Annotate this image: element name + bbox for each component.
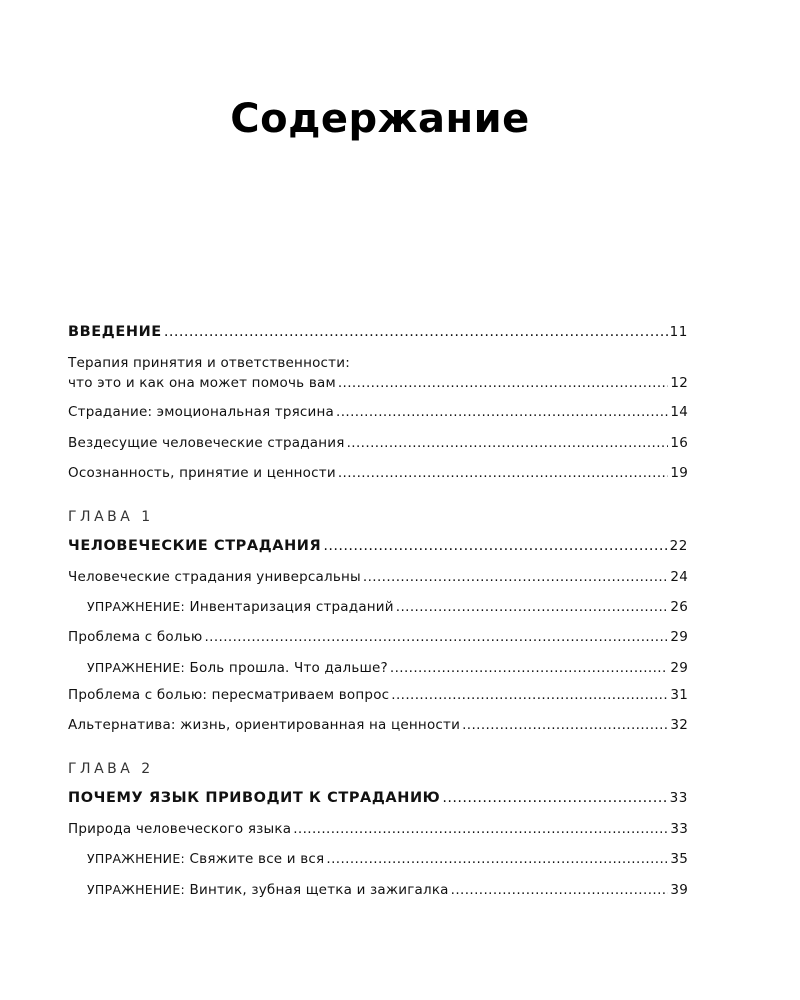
dot-leader: [442, 788, 667, 808]
page-number: 22: [669, 538, 688, 554]
page-number: 31: [670, 687, 688, 703]
dot-leader: [338, 373, 669, 393]
toc-heading-intro[interactable]: [68, 322, 688, 342]
exercise-prefix: УПРАЖНЕНИЕ:: [87, 599, 186, 614]
page-number: 33: [669, 790, 688, 806]
exercise-prefix: УПРАЖНЕНИЕ:: [87, 660, 186, 675]
dot-leader: [204, 627, 668, 647]
toc-heading-chapter2[interactable]: [68, 788, 688, 808]
toc-heading-label: ЧЕЛОВЕЧЕСКИЕ СТРАДАНИЯ: [68, 538, 322, 554]
toc-entry[interactable]: [68, 819, 688, 839]
page-number: 29: [670, 629, 688, 645]
page-number: 32: [670, 717, 688, 733]
toc-entry-label: Осознанность, принятие и ценности: [68, 465, 336, 481]
page-number: 39: [670, 882, 688, 898]
toc-entry[interactable]: [68, 433, 688, 453]
toc-entry[interactable]: [68, 402, 688, 422]
dot-leader: [326, 849, 668, 869]
page-number: 35: [670, 851, 688, 867]
toc-entry[interactable]: [68, 567, 688, 587]
toc-exercise-entry[interactable]: [68, 658, 688, 678]
toc-entry[interactable]: [68, 463, 688, 483]
dot-leader: [323, 536, 667, 556]
toc-entry-label: Вездесущие человеческие страдания: [68, 435, 345, 451]
page-number: 11: [669, 324, 688, 340]
dot-leader: [363, 567, 669, 587]
dot-leader: [451, 880, 669, 900]
page-number: 14: [670, 404, 688, 420]
toc-exercise-entry[interactable]: [68, 880, 688, 900]
exercise-prefix: УПРАЖНЕНИЕ:: [87, 882, 186, 897]
toc-heading-label: ВВЕДЕНИЕ: [68, 324, 162, 340]
toc-entry[interactable]: [68, 353, 688, 393]
dot-leader: [347, 433, 669, 453]
toc-entry-label: Инвентаризация страданий: [189, 599, 394, 615]
dot-leader: [338, 463, 669, 483]
toc-entry-label: что это и как она может помочь вам: [68, 375, 336, 391]
toc-exercise-entry[interactable]: [68, 849, 688, 869]
toc-entry[interactable]: [68, 685, 688, 705]
chapter-label: ГЛАВА 1: [68, 509, 154, 525]
page-number: 29: [670, 660, 688, 676]
dot-leader: [391, 685, 668, 705]
page-number: 16: [670, 435, 688, 451]
toc-entry-label: Проблема с болью: пересматриваем вопрос: [68, 687, 390, 703]
toc-exercise-entry[interactable]: [68, 597, 688, 617]
toc-entry-label: Природа человеческого языка: [68, 821, 292, 837]
dot-leader: [293, 819, 668, 839]
toc-entry-label: Альтернатива: жизнь, ориентированная на ценности: [68, 717, 461, 733]
toc-entry[interactable]: [68, 715, 688, 735]
toc-entry-label: Проблема с болью: [68, 629, 203, 645]
page-number: 26: [670, 599, 688, 615]
toc-entry-label: Свяжите все и вся: [189, 851, 325, 867]
dot-leader: [390, 658, 669, 678]
dot-leader: [462, 715, 668, 735]
toc-entry-label-line1: Терапия принятия и ответственности:: [68, 355, 350, 371]
page-number: 19: [670, 465, 688, 481]
toc-heading-chapter1[interactable]: [68, 536, 688, 556]
page-number: 12: [670, 375, 688, 391]
toc-entry-label: Винтик, зубная щетка и зажигалка: [189, 882, 449, 898]
dot-leader: [164, 322, 668, 342]
toc-entry-label: Человеческие страдания универсальны: [68, 569, 361, 585]
page-number: 33: [670, 821, 688, 837]
toc-entry-label: Боль прошла. Что дальше?: [189, 660, 388, 676]
chapter-label: ГЛАВА 2: [68, 761, 154, 777]
toc-entry[interactable]: [68, 627, 688, 647]
dot-leader: [336, 402, 668, 422]
page-title: Содержание: [230, 96, 530, 142]
exercise-prefix: УПРАЖНЕНИЕ:: [87, 851, 186, 866]
dot-leader: [396, 597, 669, 617]
toc-entry-label: Страдание: эмоциональная трясина: [68, 404, 335, 420]
page-number: 24: [670, 569, 688, 585]
toc-heading-label: ПОЧЕМУ ЯЗЫК ПРИВОДИТ К СТРАДАНИЮ: [68, 790, 441, 806]
